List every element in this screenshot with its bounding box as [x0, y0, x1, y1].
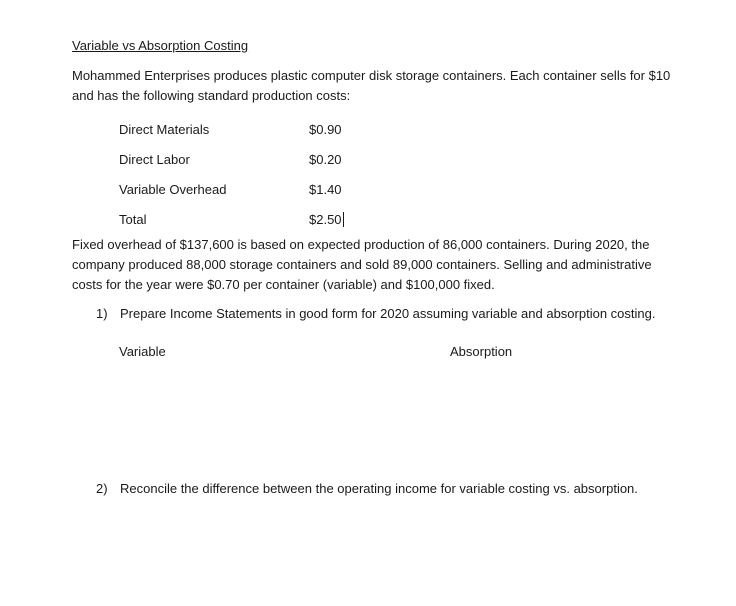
- cost-label: Direct Materials: [119, 122, 210, 137]
- details-paragraph: Fixed overhead of $137,600 is based on expected production of 86,000 containers. During 2020, the company produced 88,000 storage containers and sold 89,000 containers. Selling and administrative costs for the year were $0.70 per container (variable) and $100,000 fixed.: [72, 237, 652, 292]
- cost-row: [119, 175, 389, 205]
- text-cursor: [343, 212, 344, 227]
- cost-label: Total: [119, 212, 147, 227]
- document-title: Variable vs Absorption Costing: [72, 38, 249, 53]
- cost-amount: $0.90: [309, 122, 342, 137]
- absorption-column-heading: Absorption: [450, 344, 513, 359]
- question-number: 1): [96, 306, 108, 321]
- cost-row-total: [119, 205, 389, 235]
- cost-label: Variable Overhead: [119, 182, 227, 197]
- question-number: 2): [96, 481, 108, 496]
- cost-amount-total: [309, 205, 389, 235]
- cost-row: [119, 145, 389, 175]
- cost-label: Direct Labor: [119, 152, 190, 167]
- cost-amount: $0.20: [309, 152, 342, 167]
- cost-table: [119, 115, 389, 235]
- question-2: [96, 479, 638, 499]
- question-1: [96, 304, 655, 324]
- question-text: Reconcile the difference between the operating income for variable costing vs. absorption.: [120, 481, 638, 496]
- cost-amount: $1.40: [309, 182, 342, 197]
- variable-column-heading: Variable: [119, 344, 166, 359]
- intro-paragraph: Mohammed Enterprises produces plastic computer disk storage containers. Each container sells for $10 and has the following standard production costs:: [72, 68, 671, 103]
- cost-row: [119, 115, 389, 145]
- total-amount-text: $2.50: [309, 212, 342, 227]
- question-text: Prepare Income Statements in good form for 2020 assuming variable and absorption costing.: [120, 306, 656, 321]
